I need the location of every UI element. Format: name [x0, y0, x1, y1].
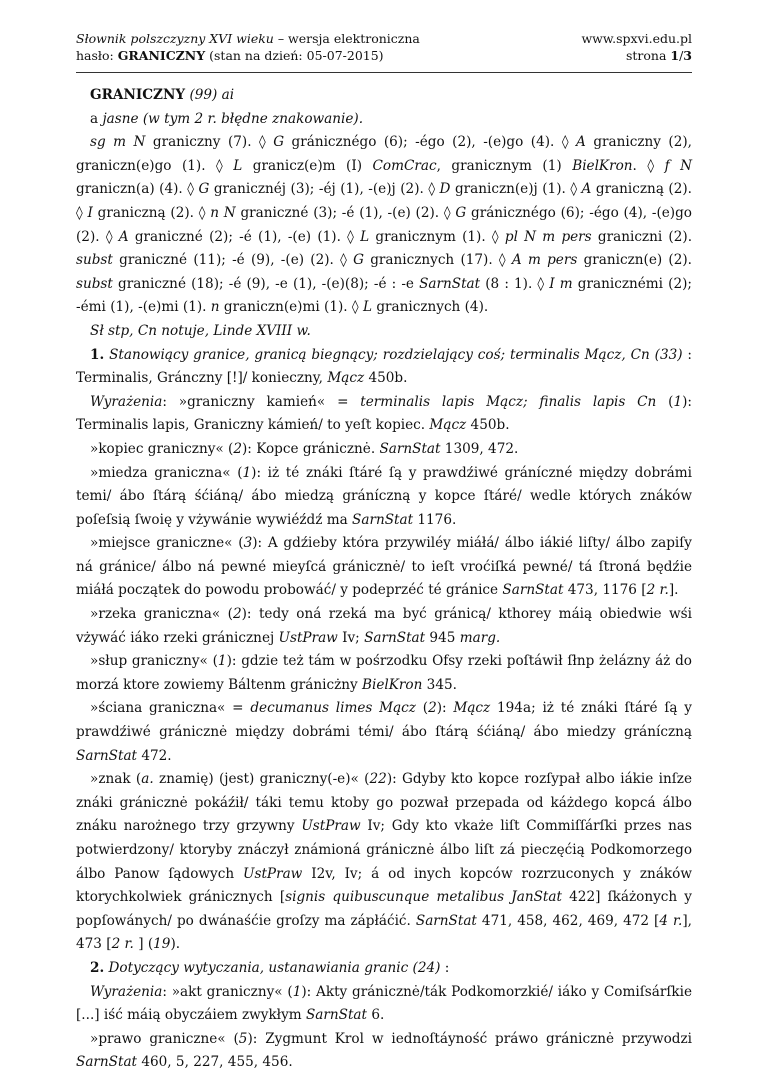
expression-znak: »znak (a. znamię) (jest) graniczny(-e)« (22): Gdyby kto kopce rozſypał albo iákie inſze znáki gránicznė pokáźił/ táki temu ktoby go pozwał przepada od káżdego kopcá álbo znáku narożnego trzy grzywny UstPraw Iv; Gdy kto vkaże liſt Commiſſárſki przes nas potwierdzony/ ktoryby znáczył známioná gránicznė álbo liſt zá pieczęćią Podkomorzego álbo Panow ſądowych UstPraw I2v, Iv; á od inych kopców rozrzuconych y znáków ktorychkolwiek gránicznych [signis quibuscunque metalibus JanStat 422] ſkáżonych y popſowánych/ po dwánaśćie groſzy ma zápłáćić. SarnStat 471, 458, 462, 469, 472 [4 r.], 473 [2 r. ] (19).: [76, 771, 692, 953]
header-divider: [76, 72, 692, 73]
expression-prawo: »prawo graniczne« (5): Zygmunt Krol w iednoſtáyność práwo gránicznė przywodzi SarnStat 460, 5, 227, 455, 456.: [76, 1030, 692, 1071]
expression-miejsce: »miejsce graniczne« (3): A gdźieby która przywiléy miáłá/ álbo iákié liſty/ álbo zapiſy ná gránice/ álbo ná pewné mieyſcá gránicznė/ to ieſt vroćiſká pewné/ tá ſtroná będźie miáłá początek do powodu probowáć/ y podeprzéć té gránice SarnStat 473, 1176 [2 r.].: [76, 535, 692, 599]
expression-rzeka: »rzeka graniczna« (2): tedy oná rzeká ma być gránicą/ kthorey máią obiedwie wśi vżywáć iáko rzeki gránicznej UstPraw Iv; SarnStat 945 marg.: [76, 606, 693, 646]
sense-1: 1. Stanowiący granice, granicą biegnący; rozdzielający coś; terminalis Mącz, Cn (33) : Terminalis, Gránczny [!]/ konieczny, Mącz 450b.: [76, 346, 693, 387]
sense-2: 2. Dotyczący wytyczania, ustanawiania granic (24) :: [90, 959, 450, 976]
site-url: www.spxvi.edu.pl: [581, 31, 692, 46]
expressions-2: Wyrażenia: »akt graniczny« (1): Akty gránicznė/ták Podkomorzkié/ iáko y Comiſsárſkie [...] iść máią obyczáiem zwykłym SarnStat 6.: [76, 983, 693, 1024]
entry-inflection: sg m N graniczny (7). ◊ G gránicznégo (6); -égo (2), -(e)go (4). ◊ A graniczny (2), graniczn(e)go (1). ◊ L granicz(e)m (I) ComCrac, granicznym (1) BielKron. ◊ f N graniczn(a) (4). ◊ G granicznéj (3); -éj (1), -(e)j (2). ◊ D graniczn(e)j (1). ◊ A graniczną (2). ◊ I graniczną (2). ◊ n N graniczné (3); -é (1), -(e) (2). ◊ G gránicznégo (6); -égo (4), -(e)go (2). ◊ A graniczné (2); -é (1), -(e) (1). ◊ L granicznym (1). ◊ pl N m pers graniczni (2). subst graniczné (11); -é (9), -(e) (2). ◊ G granicznych (17). ◊ A m pers graniczn(e) (2). subst graniczné (18); -é (9), -e (1), -(e)(8); -é : -e SarnStat (8 : 1). ◊ I m granicznémi (2); -émi (1), -(e)mi (1). n graniczn(e)mi (1). ◊ L granicznych (4).: [76, 134, 693, 316]
entry-headline: GRANICZNY (99) ai: [90, 87, 235, 103]
header-left: [76, 30, 420, 64]
expressions-1: Wyrażenia: »graniczny kamień« = terminalis lapis Mącz; finalis lapis Cn (1): Terminalis lapis, Graniczny kámień/ to yeſt kopiec. Mącz 450b.: [76, 393, 692, 434]
expression-slup: »słup graniczny« (1): gdzie też tám w pośrzodku Ofsy rzeki poſtáwił ſłnp żelázny áż do morzá ktore zowiemy Báltenm gránicżny BielKron 345.: [76, 653, 692, 693]
expression-kopiec: »kopiec graniczny« (2): Kopce gránicznė. SarnStat 1309, 472.: [90, 440, 519, 457]
entry-vowel-note: a jasne (w tym 2 r. błędne znakowanie).: [90, 110, 364, 127]
entry-status: hasło: GRANICZNY (stan na dzień: 05-07-2015): [76, 48, 384, 63]
entry-dictionaries: Sł stp, Cn notuje, Linde XVIII w.: [90, 322, 311, 339]
dictionary-title: Słownik polszczyzny XVI wieku – wersja elektroniczna: [76, 31, 420, 46]
expression-sciana: »ściana graniczna« = decumanus limes Mącz (2): Mącz 194a; iż té znáki ſtáré ſą y prawdźiwé gránicznė między dobrámi témi/ ábo ſtárą śćiáną/ ábo miedzy gráníczną SarnStat 472.: [76, 700, 692, 764]
page-number: strona 1/3: [625, 48, 692, 63]
entry-content: [76, 84, 692, 1075]
expression-miedza: »miedza graniczna« (1): iż té znáki ſtáré ſą y prawdźiwé gráníczné między dobrámi temi/ ábo ſtárą śćiáną/ ábo miedzą gráníczną y kopce ſtáré/ wedle których znáków poſeſsią ſwoię y vżywánie wywiéźdź ma SarnStat 1176.: [76, 464, 692, 528]
header-right: [581, 30, 692, 64]
